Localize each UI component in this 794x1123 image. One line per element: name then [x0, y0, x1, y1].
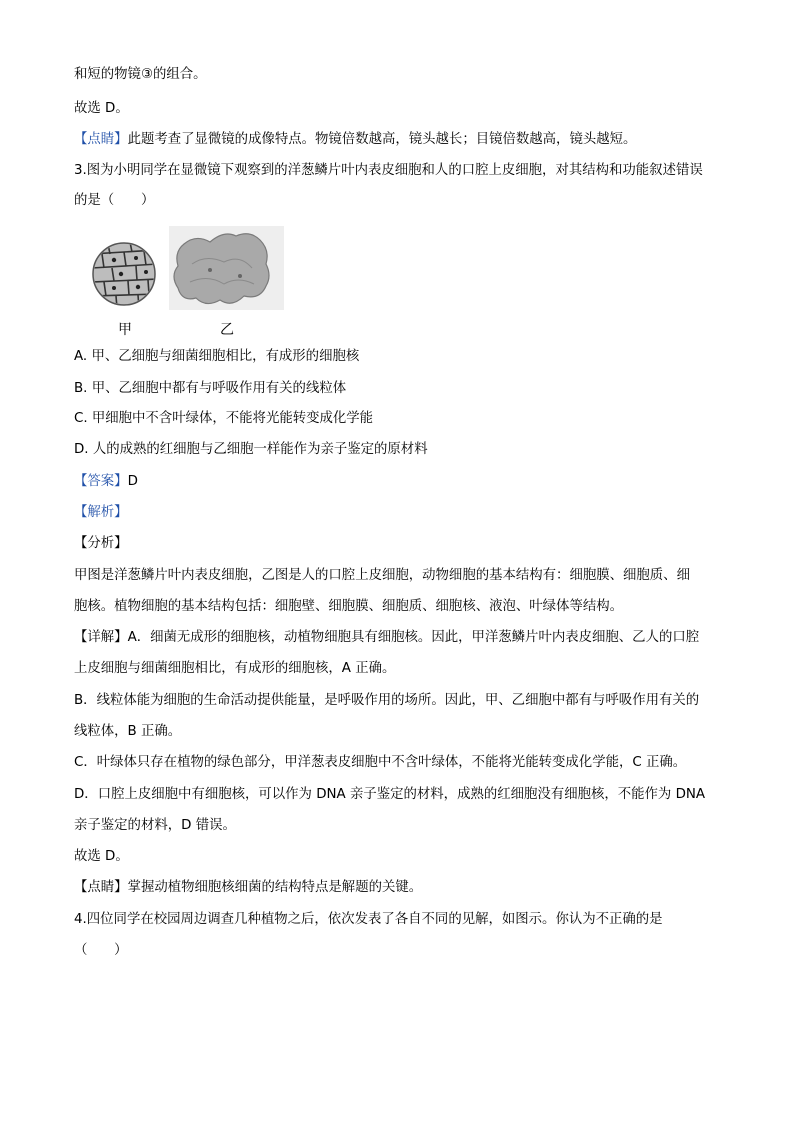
xiangjie-text: A．细菌无成形的细胞核，动植物细胞具有细胞核。因此，甲洋葱鳞片叶内表皮细胞、乙人的口腔 — [127, 630, 700, 645]
dianjing-tag: 【点睛】 — [74, 880, 128, 895]
dianjing-text: 掌握动植物细胞核细菌的结构特点是解题的关键。 — [127, 880, 423, 895]
xiangjie-line — [74, 629, 699, 647]
xiangjie-text: 亲子鉴定的材料，D 错误。 — [74, 818, 236, 833]
cheek-cell-image — [169, 226, 284, 310]
onion-cell-image — [92, 242, 158, 308]
dianjing-line — [74, 131, 636, 149]
text-line: 和短的物镜③的组合。 — [74, 67, 207, 82]
fenxi-heading: 【分析】 — [74, 536, 128, 551]
xiangjie-text: C．叶绿体只存在植物的绿色部分，甲洋葱表皮细胞中不含叶绿体，不能将光能转变成化学能，C 正确。 — [74, 755, 687, 770]
figure-caption-yi: 乙 — [220, 322, 234, 338]
question-3-stem: 3.图为小明同学在显微镜下观察到的洋葱鳞片叶内表皮细胞和人的口腔上皮细胞，对其结构和功能叙述错误 — [74, 163, 703, 178]
xiangjie-text: 上皮细胞与细菌细胞相比，有成形的细胞核，A 正确。 — [74, 661, 396, 676]
figure-caption-jia: 甲 — [118, 322, 132, 338]
option-c: C. 甲细胞中不含叶绿体，不能将光能转变成化学能 — [74, 411, 374, 426]
text-line: 故选 D。 — [74, 101, 129, 116]
xiangjie-text: B．线粒体能为细胞的生命活动提供能量，是呼吸作用的场所。因此，甲、乙细胞中都有与呼吸作用有关的 — [74, 693, 700, 708]
xiangjie-text: D．口腔上皮细胞中有细胞核，可以作为 DNA 亲子鉴定的材料，成熟的红细胞没有细胞核，不能作为 DNA — [74, 787, 706, 802]
cell-images — [74, 224, 304, 316]
question-4-stem: 4.四位同学在校园周边调查几种植物之后，依次发表了各自不同的见解，如图示。你认为不正确的是 — [74, 912, 663, 927]
option-b: B. 甲、乙细胞中都有与呼吸作用有关的线粒体 — [74, 381, 347, 396]
answer-value: D — [127, 474, 138, 489]
fenxi-text: 甲图是洋葱鳞片叶内表皮细胞，乙图是人的口腔上皮细胞，动物细胞的基本结构有：细胞膜、细胞质、细 — [74, 568, 690, 583]
xiangjie-text: 线粒体，B 正确。 — [74, 724, 182, 739]
question-3-stem-cont: 的是（ ） — [74, 193, 155, 208]
fenxi-text: 胞核。植物细胞的基本结构包括：细胞壁、细胞膜、细胞质、细胞核、液泡、叶绿体等结构。 — [74, 599, 624, 614]
dianjing-line — [74, 879, 422, 897]
xiangjie-tag: 【详解】 — [74, 630, 128, 645]
dianjing-text: 此题考查了显微镜的成像特点。物镜倍数越高，镜头越长；目镜倍数越高，镜头越短。 — [127, 132, 637, 147]
option-d: D. 人的成熟的红细胞与乙细胞一样能作为亲子鉴定的原材料 — [74, 442, 428, 457]
dianjing-tag: 【点睛】 — [74, 132, 128, 147]
cell-figure — [74, 224, 304, 342]
answer-line — [74, 473, 138, 491]
conclusion-line: 故选 D。 — [74, 849, 129, 864]
question-4-stem-cont: （ ） — [74, 943, 128, 958]
answer-tag: 【答案】 — [74, 474, 128, 489]
option-a: A. 甲、乙细胞与细菌细胞相比，有成形的细胞核 — [74, 349, 360, 364]
jiexi-heading: 【解析】 — [74, 505, 128, 520]
